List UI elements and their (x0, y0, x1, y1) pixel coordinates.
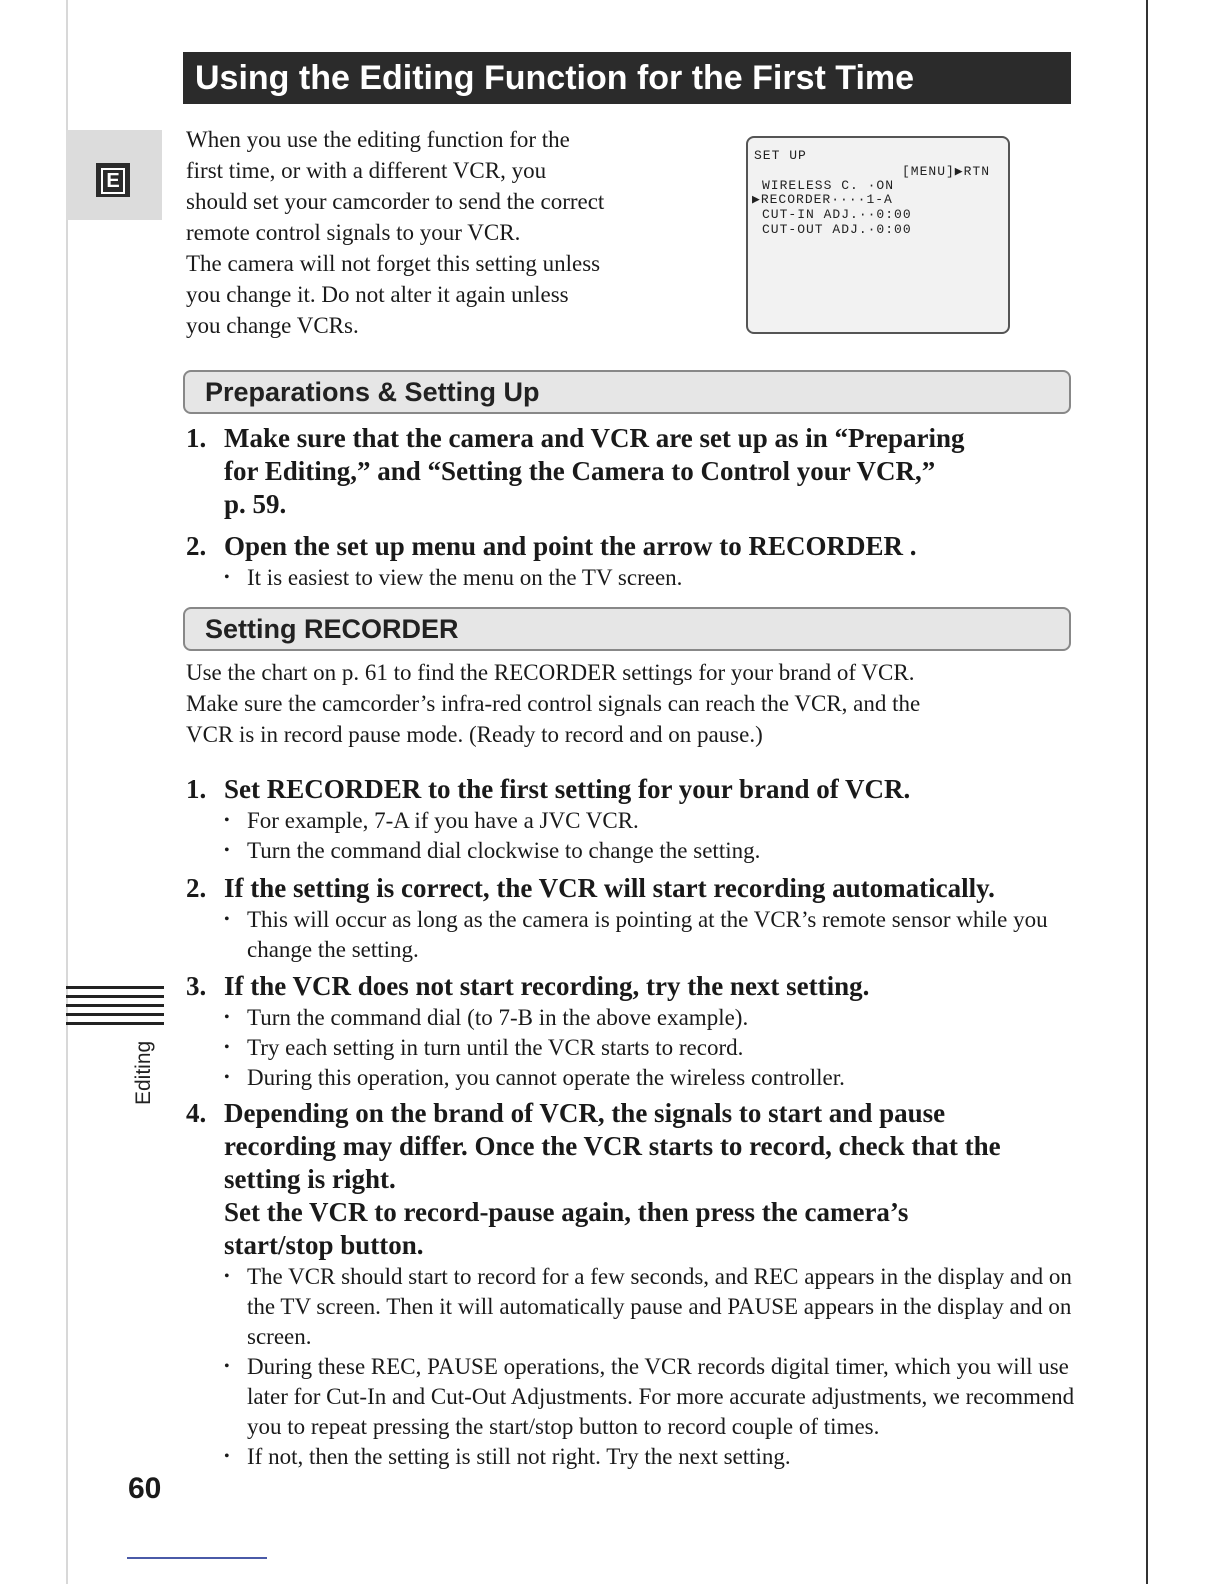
screen-header: SET UP (754, 148, 807, 163)
intro-line: remote control signals to your VCR. (186, 220, 521, 245)
section-heading-setting-recorder: Setting RECORDER (183, 607, 1071, 651)
step-number: 1. (186, 774, 207, 804)
recorder-paragraph (186, 657, 1066, 750)
setup-menu-screen (746, 136, 1010, 334)
step-heading-line: Depending on the brand of VCR, the signals to start and pause (224, 1098, 946, 1128)
recorder-step-1 (186, 773, 1076, 866)
intro-line: you change VCRs. (186, 313, 359, 338)
screen-return-hint: [MENU]▶RTN (902, 164, 991, 179)
bullet-item: • If not, then the setting is still not right. Try the next setting. (186, 1442, 1076, 1472)
recorder-step-3 (186, 970, 1076, 1093)
bullet-item: • During this operation, you cannot operate the wireless controller. (186, 1063, 1076, 1093)
bullet-item: • It is easiest to view the menu on the TV screen. (186, 563, 1076, 593)
bullet-item: • Try each setting in turn until the VCR starts to record. (186, 1033, 1076, 1063)
recorder-step-2 (186, 872, 1076, 965)
chapter-label: Editing (132, 1040, 155, 1105)
page-number: 60 (128, 1472, 162, 1505)
page-title: Using the Editing Function for the First Time (183, 52, 1071, 104)
step-heading-line: start/stop button. (224, 1230, 424, 1260)
prep-step-2 (186, 530, 1076, 593)
chapter-marker-lines (66, 986, 164, 1031)
step-heading-line: Open the set up menu and point the arrow to RECORDER . (224, 531, 917, 561)
page-edge-right (1146, 0, 1148, 1584)
step-heading-line: Make sure that the camera and VCR are set up as in “Preparing (224, 423, 965, 453)
paragraph-line: Use the chart on p. 61 to find the RECORDER settings for your brand of VCR. (186, 660, 915, 685)
step-number: 3. (186, 971, 207, 1001)
section-tab-e (96, 163, 130, 197)
paragraph-line: Make sure the camcorder’s infra-red control signals can reach the VCR, and the (186, 691, 921, 716)
section-heading-preparations: Preparations & Setting Up (183, 370, 1071, 414)
page-edge-left (66, 0, 68, 1584)
prep-step-1 (186, 422, 1076, 521)
intro-line: first time, or with a different VCR, you (186, 158, 547, 183)
bullet-item: • The VCR should start to record for a few seconds, and REC appears in the display and on the TV screen. Then it will automatically pause and PAUSE appears in the display and on screen. (186, 1262, 1076, 1352)
step-heading-line: setting is right. (224, 1164, 396, 1194)
step-number: 2. (186, 531, 207, 561)
intro-line: When you use the editing function for the (186, 127, 570, 152)
screen-row: CUT-IN ADJ.··0:00 (762, 207, 912, 222)
intro-line: The camera will not forget this setting unless (186, 251, 601, 276)
step-heading-line: p. 59. (224, 489, 287, 519)
step-number: 2. (186, 873, 207, 903)
recorder-step-4 (186, 1097, 1076, 1472)
step-heading-line: If the setting is correct, the VCR will start recording automatically. (224, 873, 995, 903)
paragraph-line: VCR is in record pause mode. (Ready to record and on pause.) (186, 722, 763, 747)
step-heading-line: Set the VCR to record-pause again, then press the camera’s (224, 1197, 909, 1227)
step-heading-line: for Editing,” and “Setting the Camera to Control your VCR,” (224, 456, 936, 486)
bottom-rule (127, 1557, 267, 1559)
screen-row: WIRELESS C. ·ON (762, 178, 895, 193)
intro-line: you change it. Do not alter it again unless (186, 282, 569, 307)
step-heading-line: recording may differ. Once the VCR starts to record, check that the (224, 1131, 1001, 1161)
screen-row-selected: ▶RECORDER····1-A (752, 192, 893, 207)
screen-row: CUT-OUT ADJ.·0:00 (762, 222, 912, 237)
section-tab-letter: E (101, 168, 125, 194)
step-number: 4. (186, 1098, 207, 1128)
bullet-item: • Turn the command dial clockwise to change the setting. (186, 836, 1076, 866)
step-number: 1. (186, 423, 207, 453)
step-heading-line: If the VCR does not start recording, try the next setting. (224, 971, 870, 1001)
bullet-item: • This will occur as long as the camera is pointing at the VCR’s remote sensor while you change the setting. (186, 905, 1076, 965)
step-heading-line: Set RECORDER to the first setting for your brand of VCR. (224, 774, 911, 804)
intro-line: should set your camcorder to send the correct (186, 189, 605, 214)
bullet-item: • Turn the command dial (to 7-B in the above example). (186, 1003, 1076, 1033)
bullet-item: • For example, 7-A if you have a JVC VCR. (186, 806, 1076, 836)
intro-paragraph (186, 124, 706, 341)
bullet-item: • During these REC, PAUSE operations, the VCR records digital timer, which you will use later for Cut-In and Cut-Out Adjustments. For more accurate adjustments, we recommend you to repeat pressing the start/stop button to record couple of times. (186, 1352, 1076, 1442)
